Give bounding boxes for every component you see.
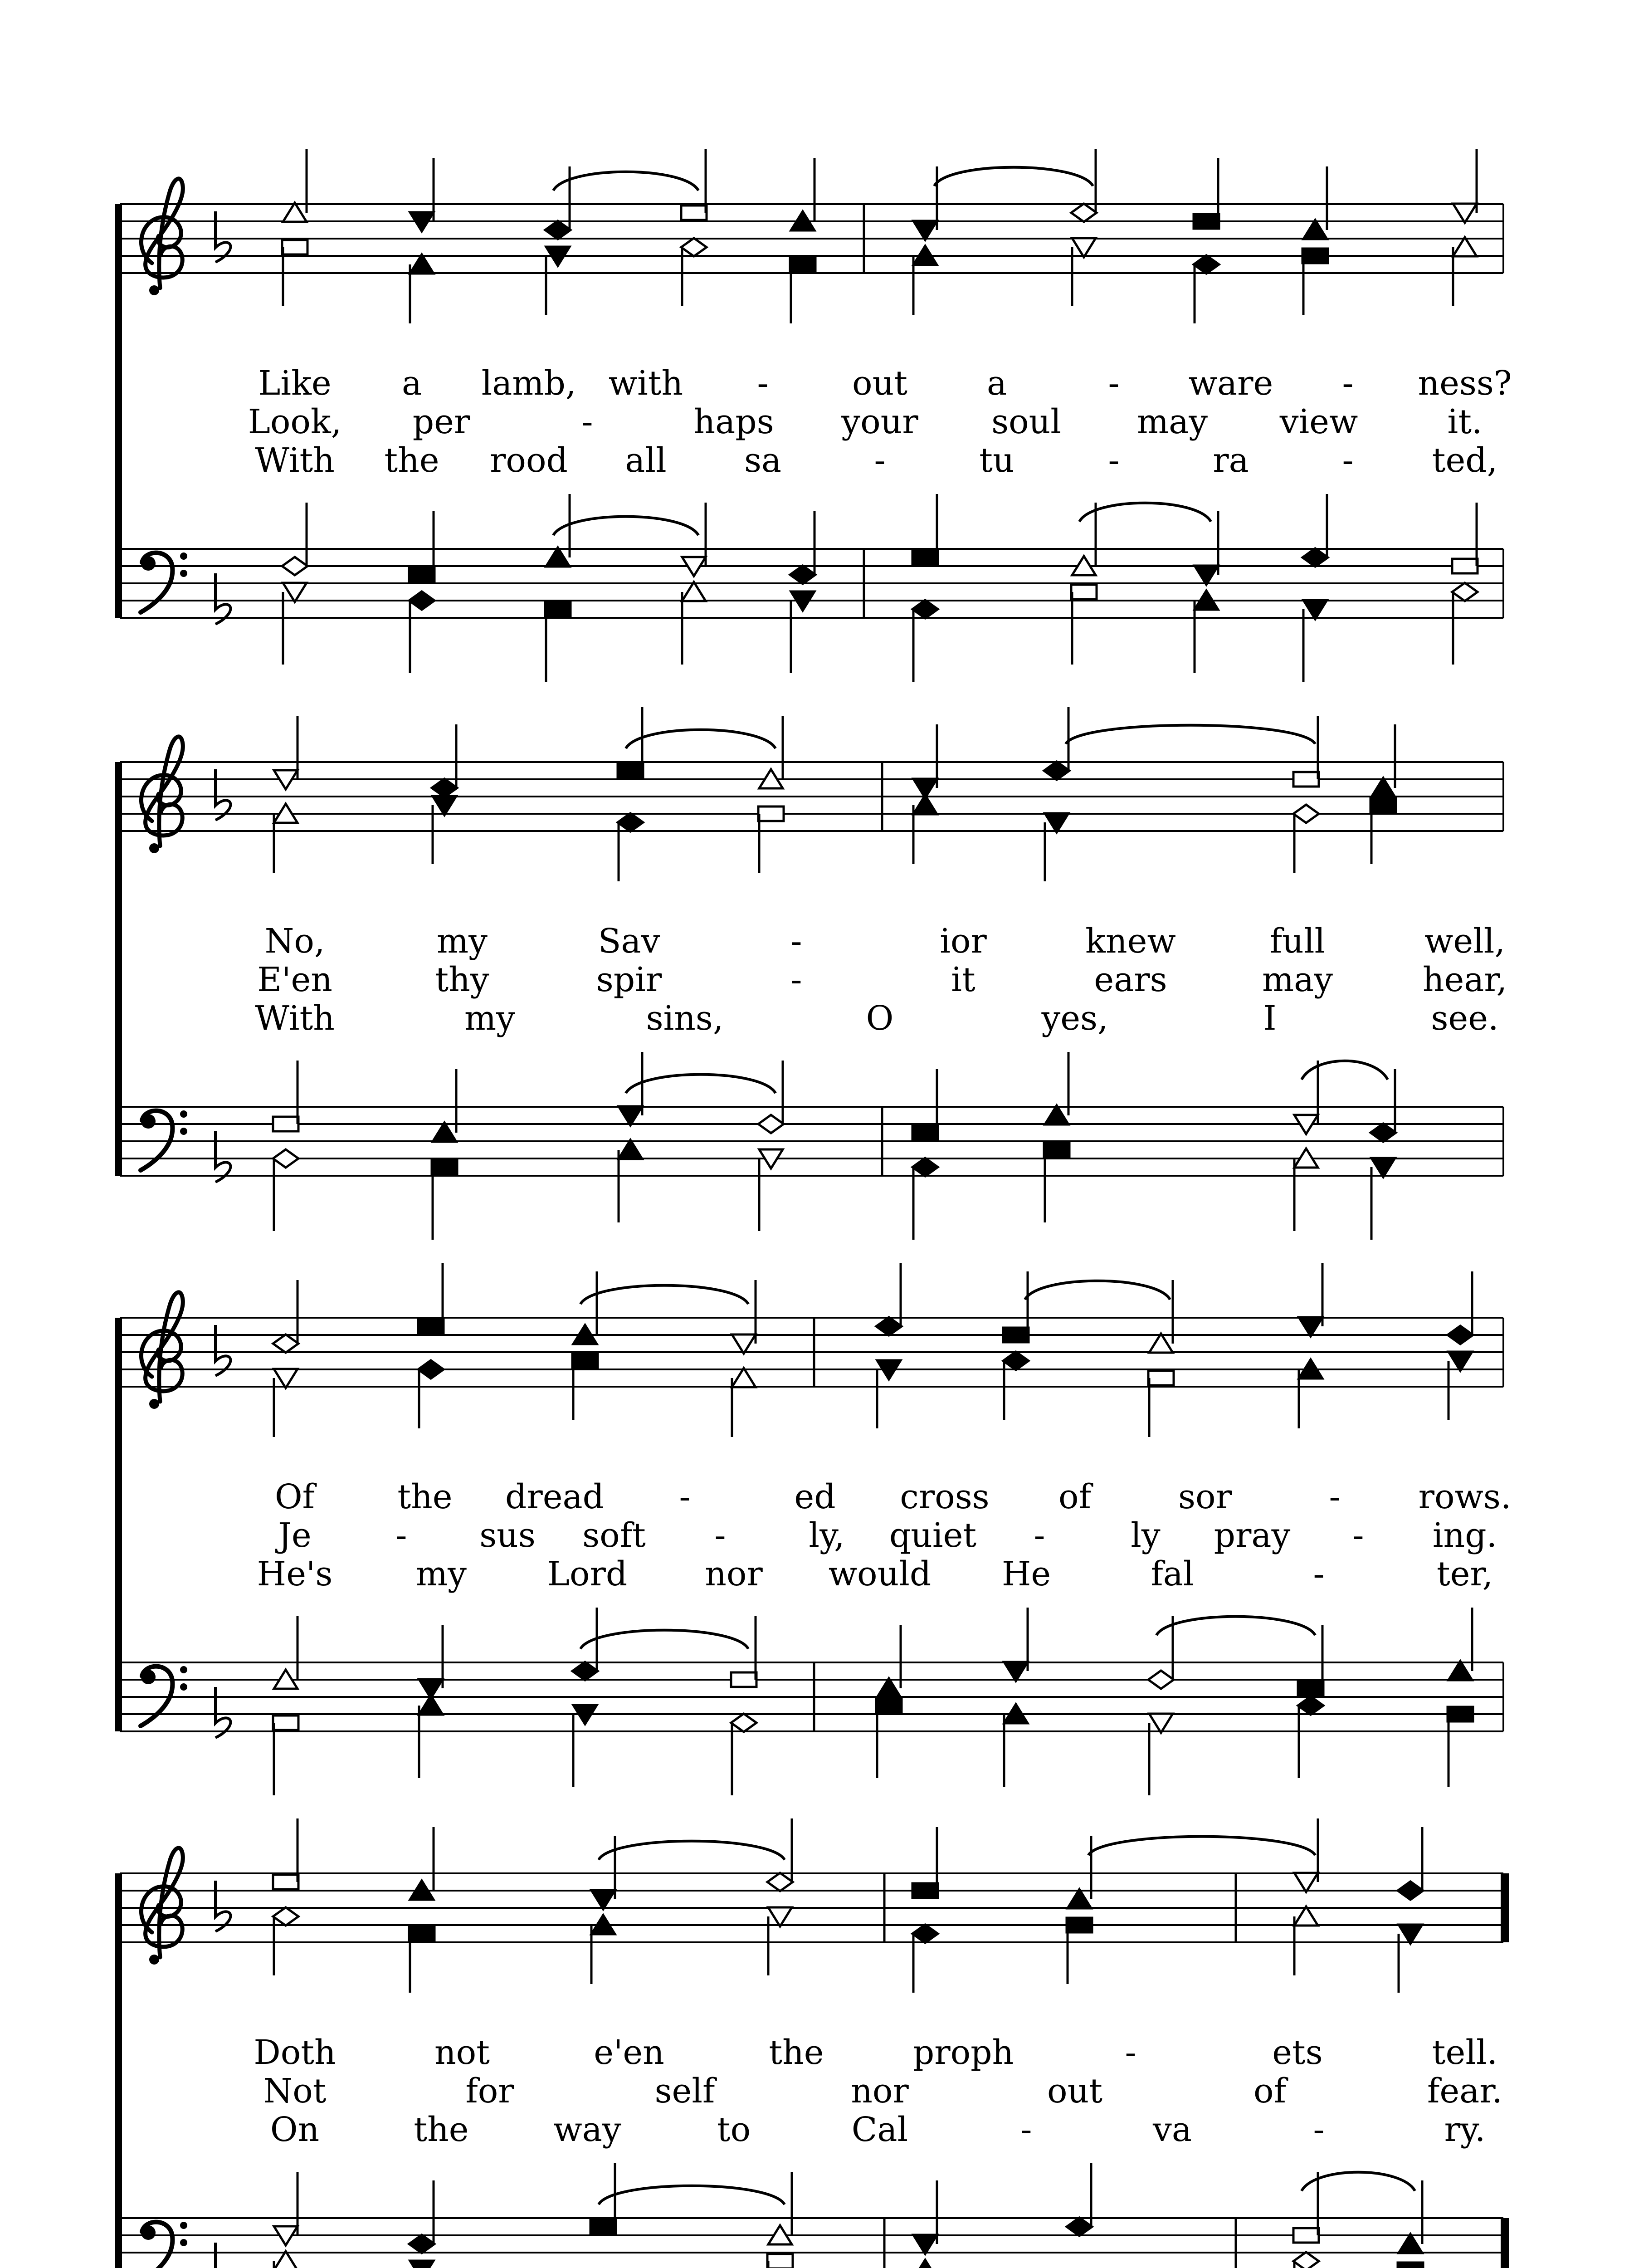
note: [1371, 724, 1395, 797]
lyric-word: sa: [744, 441, 782, 480]
note: [768, 2172, 792, 2244]
slur: [599, 1841, 785, 1860]
lyric-word: On: [270, 2110, 320, 2149]
lyric-word: for: [465, 2072, 514, 2111]
lyric-word: nor: [705, 1554, 763, 1593]
flat-icon: [215, 1325, 230, 1376]
note: [1045, 1052, 1068, 1124]
lyric-word: -: [790, 922, 802, 961]
note: [409, 2180, 434, 2253]
note: [273, 1149, 298, 1231]
note: [1302, 249, 1328, 315]
treble-clef-icon: [141, 179, 183, 295]
lyric-word: -: [714, 1516, 726, 1555]
lyric-word: -: [1313, 2110, 1325, 2149]
lyric-word: O: [866, 999, 894, 1038]
note: [1371, 1069, 1396, 1142]
lyric-word: soul: [991, 402, 1061, 441]
lyric-word: -: [757, 364, 769, 403]
lyric-word: fal: [1151, 1554, 1194, 1593]
final-barline: [1501, 1873, 1509, 1942]
lyric-word: would: [828, 1554, 932, 1593]
slur: [580, 1286, 748, 1304]
note: [282, 503, 307, 575]
note: [912, 1925, 938, 1993]
lyric-word: He's: [257, 1554, 333, 1593]
note: [432, 724, 457, 797]
lyric-word: -: [1342, 441, 1354, 480]
note: [283, 149, 307, 222]
slur: [934, 167, 1093, 186]
note: [876, 1698, 902, 1778]
treble-staff: [120, 1318, 1503, 1387]
note: [618, 813, 643, 881]
lyric-word: my: [464, 999, 515, 1038]
lyric-word: may: [1262, 960, 1333, 999]
note: [409, 1926, 434, 1993]
note: [1298, 1625, 1323, 1696]
lyric-word: -: [395, 1516, 407, 1555]
lyric-word: hear,: [1422, 960, 1507, 999]
note: [1003, 1271, 1029, 1342]
bass-clef-icon: [141, 2222, 187, 2268]
lyric-word: a: [401, 364, 422, 403]
lyric-word: Doth: [254, 2033, 336, 2072]
note: [1371, 1158, 1395, 1240]
slur: [1302, 1061, 1388, 1080]
lyric-word: sor: [1178, 1477, 1232, 1516]
note: [1398, 2263, 1423, 2268]
slur: [626, 730, 775, 748]
note: [790, 511, 815, 584]
note: [758, 1061, 784, 1133]
note: [410, 158, 434, 231]
lyric-word: thy: [435, 960, 489, 999]
note: [418, 1263, 444, 1334]
lyric-word: ter,: [1436, 1554, 1493, 1593]
lyric-word: e'en: [594, 2033, 664, 2072]
note: [1452, 503, 1478, 573]
note: [1004, 1608, 1028, 1681]
lyric-word: your: [841, 402, 918, 441]
treble-clef-icon: [141, 737, 183, 853]
note: [682, 503, 706, 576]
note: [1149, 1714, 1173, 1795]
note: [1303, 600, 1327, 682]
note: [912, 1069, 938, 1140]
lyric-word: With: [255, 441, 335, 480]
lyric-word: proph: [912, 2033, 1014, 2072]
lyric-word: lamb,: [481, 364, 576, 403]
flat-icon: [215, 1687, 230, 1738]
note: [274, 1616, 298, 1689]
note: [767, 2254, 793, 2268]
slur: [580, 1630, 748, 1649]
note: [1004, 1704, 1028, 1787]
lyric-word: Lord: [547, 1554, 628, 1593]
lyric-word: va: [1153, 2110, 1192, 2149]
note: [273, 1716, 298, 1795]
lyric-word: to: [717, 2110, 751, 2149]
note: [419, 1696, 443, 1778]
lyric-word: my: [437, 922, 488, 961]
note: [1453, 149, 1477, 223]
lyric-word: ed: [794, 1477, 836, 1516]
lyric-word: ly,: [809, 1516, 845, 1555]
lyric-word: ness?: [1418, 364, 1512, 403]
note: [1452, 583, 1478, 665]
lyric-word: -: [1020, 2110, 1032, 2149]
lyric-word: -: [790, 960, 802, 999]
note: [1399, 2180, 1422, 2253]
flat-icon: [215, 769, 230, 820]
note: [1067, 1918, 1092, 1984]
note: [1068, 1836, 1091, 1908]
note: [759, 716, 783, 788]
note: [877, 1625, 901, 1697]
note: [1299, 1263, 1322, 1336]
flat-icon: [215, 573, 230, 624]
system-bracket: [115, 204, 122, 618]
note: [1294, 1061, 1318, 1134]
note: [876, 1263, 902, 1335]
slur: [553, 517, 698, 535]
lyric-word: self: [654, 2072, 715, 2111]
lyric-word: sins,: [646, 999, 724, 1038]
note: [1195, 591, 1218, 673]
note: [1045, 813, 1068, 881]
flat-icon: [215, 2243, 230, 2268]
lyric-word: with: [608, 364, 683, 403]
note: [273, 1818, 298, 1889]
lyric-word: well,: [1424, 922, 1505, 961]
final-barline: [1501, 2218, 1509, 2268]
lyric-word: With: [255, 999, 335, 1038]
flat-icon: [215, 1881, 230, 1931]
lyric-word: the: [769, 2033, 824, 2072]
lyric-word: my: [416, 1554, 467, 1593]
note: [912, 600, 938, 682]
lyric-word: -: [679, 1477, 691, 1516]
lyrics-layer: [248, 364, 1512, 2149]
lyric-word: nor: [851, 2072, 909, 2111]
note: [1293, 2252, 1319, 2268]
note: [1453, 237, 1477, 306]
lyric-word: haps: [693, 402, 774, 441]
lyric-word: No,: [264, 922, 325, 961]
lyric-word: -: [1034, 1516, 1045, 1555]
lyric-word: rood: [490, 441, 568, 480]
lyric-word: all: [625, 441, 667, 480]
lyric-word: tell.: [1432, 2033, 1498, 2072]
note: [1293, 2172, 1319, 2243]
slur: [626, 1075, 775, 1093]
note: [545, 166, 571, 239]
note: [273, 1280, 298, 1353]
note: [1302, 494, 1328, 567]
lyric-word: the: [397, 1477, 453, 1516]
lyric-word: Cal: [851, 2110, 908, 2149]
treble-staff: [120, 1873, 1503, 1942]
lyric-word: full: [1269, 922, 1326, 961]
lyric-word: way: [553, 2110, 621, 2149]
note: [790, 257, 815, 323]
note: [1067, 2163, 1092, 2236]
system-bracket: [115, 1873, 122, 2268]
note: [1448, 1271, 1473, 1344]
lyric-word: -: [1329, 1477, 1341, 1516]
note: [545, 602, 571, 682]
lyric-word: sus: [479, 1516, 536, 1555]
lyric-word: quiet: [889, 1516, 977, 1555]
note: [418, 1360, 444, 1428]
lyric-word: -: [1108, 441, 1120, 480]
note: [273, 1061, 298, 1131]
lyric-word: Je: [278, 1516, 312, 1555]
lyric-word: ior: [940, 922, 987, 961]
note: [409, 591, 434, 673]
lyric-word: -: [1125, 2033, 1136, 2072]
lyric-word: I: [1263, 999, 1277, 1038]
lyric-word: cross: [900, 1477, 990, 1516]
note: [912, 1827, 938, 1898]
lyric-word: He: [1001, 1554, 1051, 1593]
slur: [1025, 1281, 1170, 1300]
note: [1398, 1827, 1423, 1900]
lyric-word: may: [1136, 402, 1208, 441]
note: [274, 2172, 298, 2245]
note: [274, 2251, 298, 2268]
note: [732, 1368, 756, 1437]
lyric-word: Look,: [248, 402, 342, 441]
note: [546, 247, 570, 315]
note: [1072, 503, 1096, 575]
lyric-word: -: [581, 402, 593, 441]
note: [1294, 1149, 1318, 1231]
note: [1303, 166, 1327, 239]
note: [409, 511, 434, 582]
lyric-word: -: [1342, 364, 1354, 403]
lyric-word: ry.: [1444, 2110, 1486, 2149]
lyric-word: pray: [1214, 1516, 1291, 1555]
lyric-word: it.: [1447, 402, 1483, 441]
note: [791, 158, 814, 230]
note: [913, 795, 937, 864]
lyric-word: ears: [1094, 960, 1167, 999]
lyric-word: of: [1058, 1477, 1091, 1516]
treble-clef-icon: [141, 1848, 183, 1965]
lyric-word: ra: [1213, 441, 1249, 480]
note: [1293, 716, 1319, 787]
note: [410, 2261, 434, 2268]
lyric-word: Not: [263, 2072, 327, 2111]
lyric-word: ets: [1272, 2033, 1323, 2072]
note: [877, 1360, 901, 1428]
slur: [1079, 503, 1211, 522]
lyric-word: rows.: [1418, 1477, 1512, 1516]
lyric-word: fear.: [1427, 2072, 1503, 2111]
note: [731, 1714, 756, 1795]
lyric-word: Of: [274, 1477, 315, 1516]
lyric-word: knew: [1085, 922, 1176, 961]
note: [274, 1369, 298, 1437]
note: [682, 582, 706, 665]
note: [912, 1158, 938, 1240]
lyric-word: view: [1279, 402, 1358, 441]
lyric-word: -: [1313, 1554, 1325, 1593]
note: [1194, 158, 1219, 229]
system-bracket: [115, 762, 122, 1176]
lyric-word: dread: [505, 1477, 605, 1516]
note: [1293, 805, 1319, 873]
note: [759, 1149, 783, 1231]
note: [1148, 1371, 1174, 1437]
lyric-word: E'en: [257, 960, 332, 999]
lyric-word: of: [1253, 2072, 1286, 2111]
note: [1448, 1707, 1473, 1787]
bass-staff: [120, 1662, 1503, 1731]
slur: [1156, 1617, 1315, 1635]
lyric-word: Sav: [598, 922, 660, 961]
lyric-word: a: [986, 364, 1007, 403]
lyric-word: ware: [1188, 364, 1273, 403]
note: [758, 807, 784, 873]
note: [1071, 585, 1097, 665]
lyric-word: see.: [1431, 999, 1499, 1038]
lyric-word: ted,: [1432, 441, 1498, 480]
note: [731, 1616, 756, 1687]
lyric-word: -: [874, 441, 886, 480]
lyric-word: -: [1108, 364, 1120, 403]
flat-icon: [215, 1131, 230, 1182]
slur: [553, 172, 698, 191]
slur: [1066, 725, 1315, 744]
note: [1449, 1608, 1472, 1680]
note: [573, 1705, 597, 1787]
lyric-word: ly: [1131, 1516, 1161, 1555]
lyric-word: soft: [582, 1516, 646, 1555]
note: [573, 1271, 597, 1344]
note: [410, 254, 434, 323]
note: [274, 716, 298, 789]
lyric-word: yes,: [1041, 999, 1108, 1038]
note: [410, 1827, 434, 1900]
note: [432, 1160, 457, 1240]
note: [283, 583, 307, 665]
note: [1399, 1925, 1422, 1993]
lyric-word: it: [951, 960, 975, 999]
lyric-word: ing.: [1432, 1516, 1497, 1555]
note: [1194, 255, 1219, 323]
note: [433, 1069, 456, 1142]
lyric-word: out: [852, 364, 907, 403]
lyric-word: -: [1352, 1516, 1364, 1555]
lyric-word: the: [414, 2110, 469, 2149]
note: [913, 2260, 937, 2268]
lyric-word: tu: [979, 441, 1014, 480]
note: [1294, 1906, 1318, 1975]
lyric-word: not: [434, 2033, 490, 2072]
note: [1148, 1616, 1174, 1689]
flat-icon: [215, 211, 230, 262]
slur: [599, 2186, 785, 2204]
note: [1044, 1143, 1069, 1222]
lyric-word: Like: [258, 364, 332, 403]
lyric-word: per: [412, 402, 470, 441]
slur: [1088, 1837, 1315, 1855]
lyric-word: out: [1047, 2072, 1102, 2111]
system-bracket: [115, 1318, 122, 1731]
treble-clef-icon: [141, 1292, 183, 1409]
note: [1298, 1696, 1323, 1778]
bass-staff: [120, 549, 1503, 618]
lyric-word: spir: [596, 960, 662, 999]
note: [912, 494, 938, 565]
note: [791, 591, 814, 673]
lyric-word: the: [384, 441, 439, 480]
note: [619, 1140, 642, 1222]
